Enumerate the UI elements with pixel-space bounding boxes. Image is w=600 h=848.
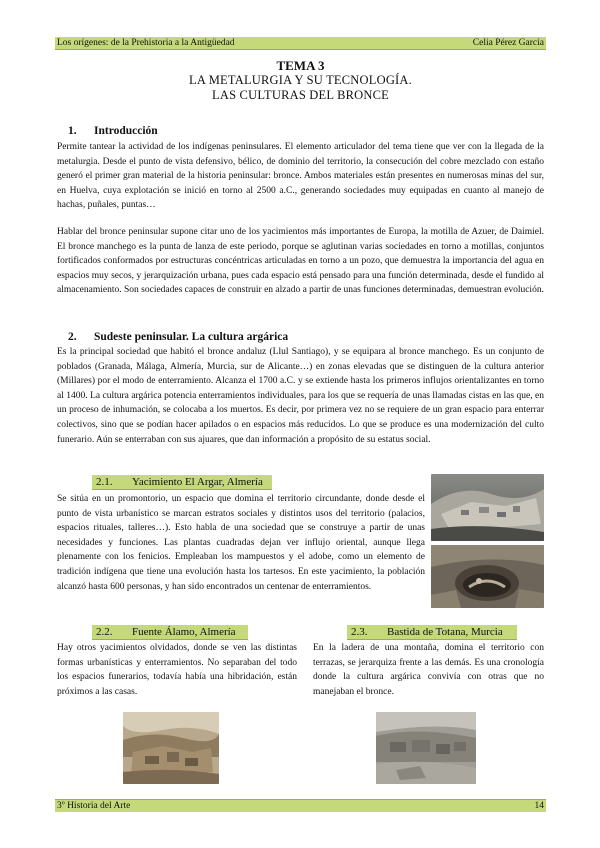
title-line-2: LAS CULTURAS DEL BRONCE [212,88,389,102]
section-2-heading [68,330,288,344]
subsection-2-1-title: Yacimiento El Argar, Almería [132,476,263,488]
section-2-number: 2. [68,331,77,343]
el-argar-burial-photo [431,545,544,608]
subsection-2-2-text: Hay otros yacimientos olvidados, donde se ven las distintas formas urbanísticas y enterramientos. No separaban del todo los espacios funerarios, todavía había una hibridación, están próximos a las casas. [57,643,297,697]
page-footer [55,799,546,812]
header-author: Celia Pérez García [472,38,544,48]
bastida-de-totana-photo [376,712,476,784]
footer-course: 3º Historia del Arte [57,801,131,811]
page-header [55,37,546,50]
section-1-paragraph-1: Permite tantear la actividad de los indígenas peninsulares. El elemento articulador del tema tiene que ver con la llegada de la metalurgia. Desde el punto de vista defensivo, bélico, de dominio del territorio, la consecución del cobre mezclado con estaño generó el primer gran material de la historia peninsular: bronce. Ambos materiales están presentes en numerosas minas del sur, en Huelva, cuya explotación se inició en torno al 2500 a.C., generando sociedades muy equipadas en cuanto al manejo de hachas, puñales, puntas… [57,142,544,211]
document-title [55,58,546,103]
subsection-2-2-heading [92,625,248,640]
topic-number: TEMA 3 [276,58,325,73]
section-1-number: 1. [68,125,77,137]
section-2-paragraph: Es la principal sociedad que habitó el bronce andaluz (Llul Santiago), y se equipara al bronce manchego. Es un conjunto de poblados (Granada, Málaga, Almería, Murcia, sur de Alicante…) en zonas elevadas que se distinguen de la cultura anterior (Millares) por el modo de enterramiento. Alcanza el 1700 a.C. y se extiende hasta los primeros influjos orientalizantes en torno al 1400. La cultura argárica potencia enterramientos individuales, para los que se requería de unas llamadas cistas en las que, en un proceso de inhumación, se colocaba a los muertos. Es decir, por primera vez no se requiere de un gran espacio para enterrar colectivos, sino que se podían hacer apilados o en espacios más reducidos. Lo que se produce es una modernización del culto funerario. Aún se enterraban con sus ajuares, que dan información a propósito de su estatus social. [57,347,544,445]
subsection-2-1-number: 2.1. [96,476,113,488]
fuente-alamo-photo [123,712,219,784]
section-1-paragraph-2: Hablar del bronce peninsular supone citar uno de los yacimientos más importantes de Europa, la motilla de Azuer, de Daimiel. El bronce manchego es la punta de lanza de este periodo, porque se aglutinan varias sociedades en torno a motillas, conjuntos fortificados conformados por estructuras concéntricas articuladas en torno a un pozo, que demuestra la importancia del agua en espacios muy secos, y jerarquización urbana, pues cada espacio está pensado para una función determinada, desde el fundido al almacenamiento. Son sociedades capaces de construir en alzado a partir de unas funciones determinadas, demuestran evolución. [57,227,544,296]
subsection-2-1-heading [92,475,272,490]
subsection-2-2-number: 2.2. [96,626,113,638]
subsection-2-1-text: Se sitúa en un promontorio, un espacio que domina el territorio circundante, donde desde el punto de vista urbanístico se marcan estratos sociales y distintos usos del territorio (palacios, espacios rituales, talleres…). Esto habla de una sociedad que se construye a partir de unas necesidades y funciones. Las plantas cuadradas dejan ver influjo oriental, aunque llega plenamente con los fenicios. Empleaban los mampuestos y el adobe, como un elemento de tradición indígena que tiene una evolución hasta los tartesos. En este yacimiento, la población alcanzó hasta 600 personas, y han sido encontrados un centenar de enterramientos. [57,494,425,592]
subsection-2-3-heading [347,625,517,640]
header-course-title: Los orígenes: de la Prehistoria a la Antigüedad [57,38,235,48]
subsection-2-3-number: 2.3. [351,626,368,638]
section-1-heading [68,124,158,138]
footer-page-number: 14 [534,801,544,811]
subsection-2-3-title: Bastida de Totana, Murcia [387,626,503,638]
subsection-2-3-text: En la ladera de una montaña, domina el territorio con terrazas, se jerarquiza frente a las demás. Es una cronología donde la cultura argárica convivía con otras que no manejaban el bronce. [313,643,544,697]
el-argar-aerial-photo [431,474,544,541]
section-2-title: Sudeste peninsular. La cultura argárica [94,331,289,343]
title-line-1: LA METALURGIA Y SU TECNOLOGÍA. [189,73,412,87]
subsection-2-2-title: Fuente Álamo, Almería [132,626,236,638]
section-1-title: Introducción [94,125,158,137]
